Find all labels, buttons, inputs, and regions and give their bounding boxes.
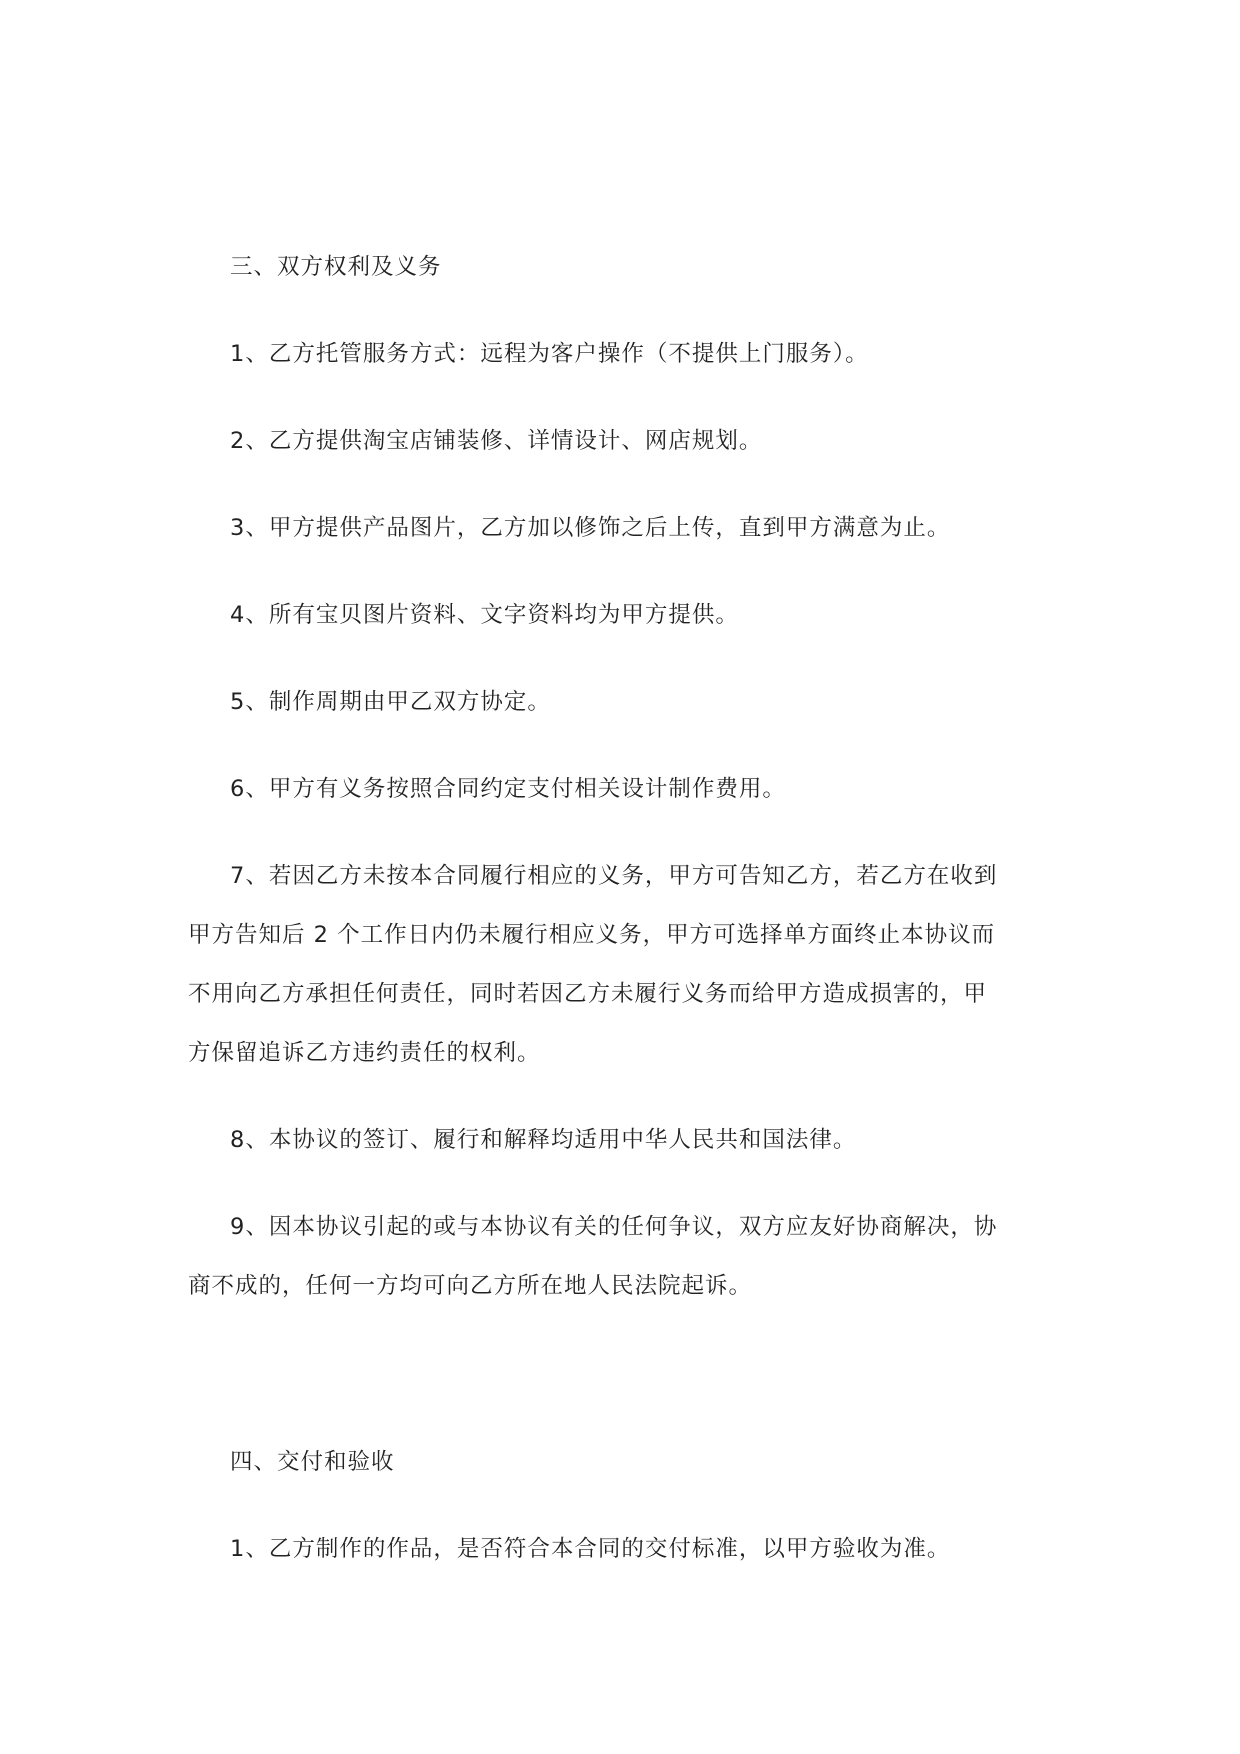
clause-3-9-line-1: 9、因本协议引起的或与本协议有关的任何争议，双方应友好协商解决，协 [230, 1214, 998, 1240]
clause-3-1: 1、乙方托管服务方式：远程为客户操作（不提供上门服务）。 [230, 341, 869, 367]
clause-3-9-line-2: 商不成的，任何一方均可向乙方所在地人民法院起诉。 [188, 1273, 753, 1299]
clause-3-7-line-4: 方保留追诉乙方违约责任的权利。 [188, 1040, 541, 1066]
clause-3-4: 4、所有宝贝图片资料、文字资料均为甲方提供。 [230, 602, 739, 628]
clause-3-9 [188, 1212, 1053, 1301]
document-body [188, 252, 1053, 1621]
clause-4-1: 1、乙方制作的作品，是否符合本合同的交付标准，以甲方验收为准。 [230, 1536, 951, 1562]
clause-3-7-line-3: 不用向乙方承担任何责任，同时若因乙方未履行义务而给甲方造成损害的，甲 [188, 981, 988, 1007]
section-heading-delivery-acceptance: 四、交付和验收 [230, 1449, 395, 1475]
clause-3-6: 6、甲方有义务按照合同约定支付相关设计制作费用。 [230, 776, 786, 802]
clause-3-5: 5、制作周期由甲乙双方协定。 [230, 689, 551, 715]
clause-3-3: 3、甲方提供产品图片，乙方加以修饰之后上传，直到甲方满意为止。 [230, 515, 951, 541]
clause-3-8: 8、本协议的签订、履行和解释均适用中华人民共和国法律。 [230, 1127, 857, 1153]
clause-3-7-line-2: 甲方告知后 2 个工作日内仍未履行相应义务，甲方可选择单方面终止本协议而 [188, 922, 996, 948]
clause-3-7 [188, 861, 1053, 1068]
clause-3-2: 2、乙方提供淘宝店铺装修、详情设计、网店规划。 [230, 428, 763, 454]
section-heading-rights-obligations: 三、双方权利及义务 [230, 254, 442, 280]
clause-3-7-line-1: 7、若因乙方未按本合同履行相应的义务，甲方可告知乙方，若乙方在收到 [230, 863, 998, 889]
